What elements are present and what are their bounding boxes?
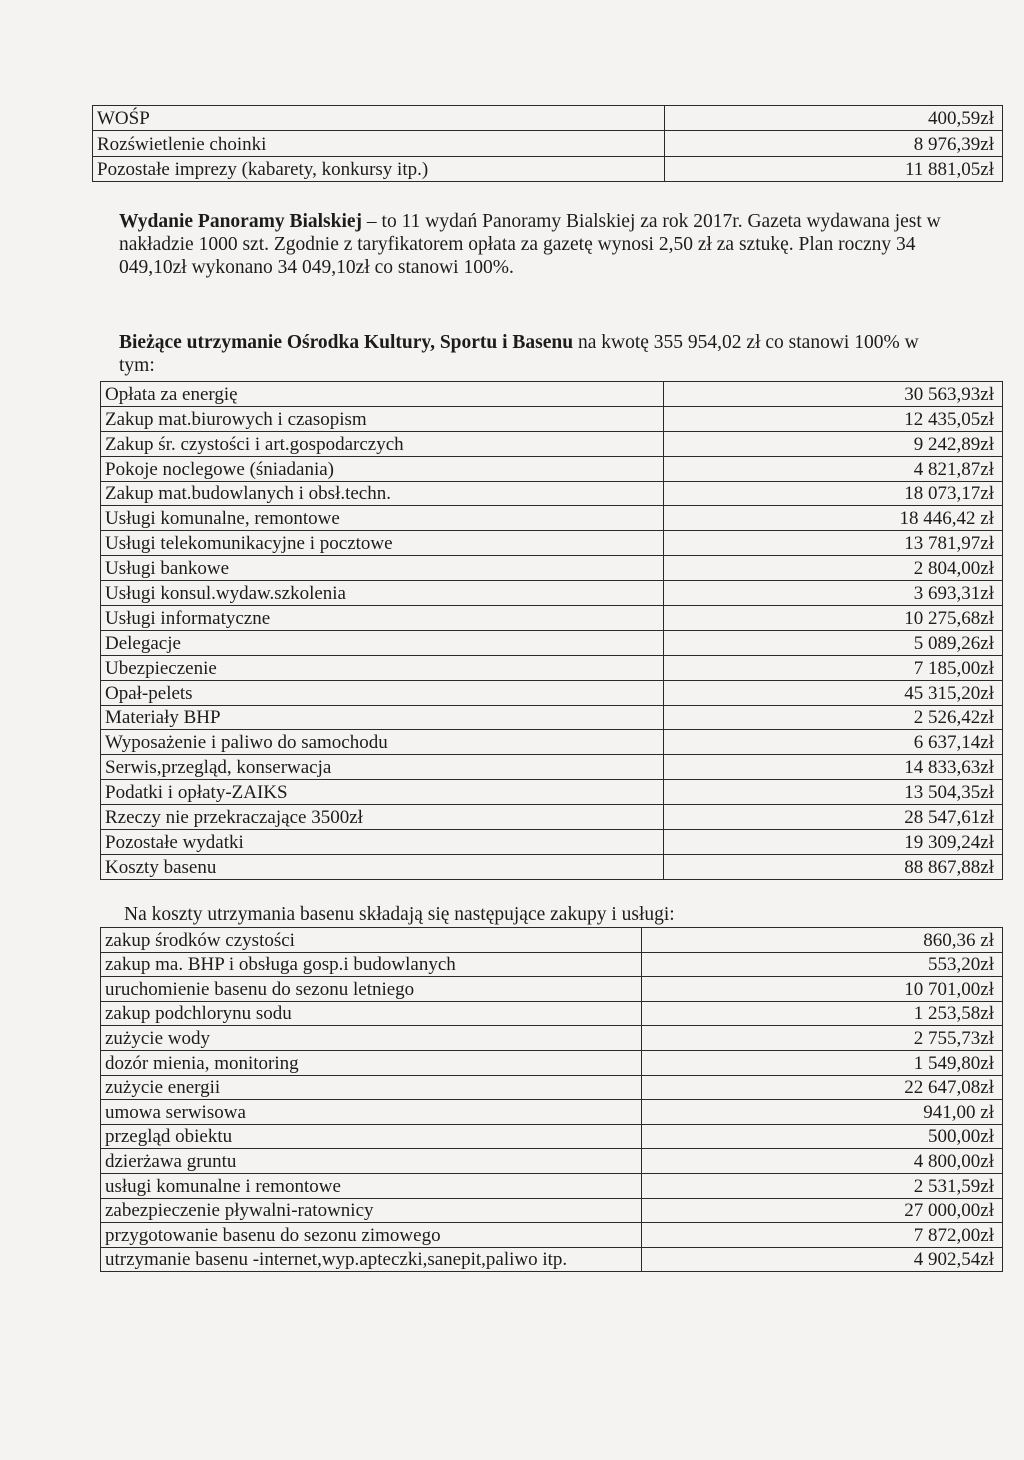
table-row — [101, 830, 1003, 855]
table-row — [101, 1075, 1003, 1100]
table-row — [101, 382, 1003, 407]
table-row — [101, 680, 1003, 705]
table-row — [101, 630, 1003, 655]
item-amount: 7 185,00zł — [664, 655, 1003, 680]
item-label: Materiały BHP — [101, 705, 664, 730]
item-label: Podatki i opłaty-ZAIKS — [101, 780, 664, 805]
item-amount: 7 872,00zł — [642, 1223, 1003, 1248]
item-amount: 27 000,00zł — [642, 1198, 1003, 1223]
table-row — [101, 606, 1003, 631]
item-amount: 22 647,08zł — [642, 1075, 1003, 1100]
pool-costs-table — [100, 927, 1003, 1272]
table-row — [101, 1223, 1003, 1248]
item-label: zużycie wody — [101, 1026, 642, 1051]
item-amount: 4 902,54zł — [642, 1247, 1003, 1272]
item-label: przygotowanie basenu do sezonu zimowego — [101, 1223, 642, 1248]
item-amount: 1 253,58zł — [642, 1001, 1003, 1026]
table-row — [101, 730, 1003, 755]
item-amount: 860,36 zł — [642, 928, 1003, 953]
table-row — [101, 1124, 1003, 1149]
item-label: Ubezpieczenie — [101, 655, 664, 680]
table-row — [93, 156, 1003, 181]
item-amount: 10 275,68zł — [664, 606, 1003, 631]
item-amount: 10 701,00zł — [642, 977, 1003, 1002]
table-row — [101, 805, 1003, 830]
item-amount: 400,59zł — [665, 106, 1003, 131]
table-row — [101, 431, 1003, 456]
item-label: Opał-pelets — [101, 680, 664, 705]
table-row — [101, 556, 1003, 581]
item-label: Zakup mat.biurowych i czasopism — [101, 406, 664, 431]
item-amount: 88 867,88zł — [664, 854, 1003, 879]
item-label: Usługi telekomunikacyjne i pocztowe — [101, 531, 664, 556]
panorama-paragraph — [119, 210, 949, 279]
table-row — [101, 1149, 1003, 1174]
item-amount: 3 693,31zł — [664, 581, 1003, 606]
table-row — [101, 854, 1003, 879]
item-amount: 2 526,42zł — [664, 705, 1003, 730]
table-row — [101, 1198, 1003, 1223]
item-label: Rzeczy nie przekraczające 3500zł — [101, 805, 664, 830]
item-label: Usługi bankowe — [101, 556, 664, 581]
panorama-text: – to 11 wydań Panoramy Bialskiej za rok 2017r. Gazeta wydawana jest w nakładzie 1000 szt. Zgodnie z taryfikatorem opłata za gazetę wynosi 2,50 zł za sztukę. Plan roczny 34 049,10zł wykonano 34 049,10zł co stanowi 100%. — [119, 211, 941, 278]
table-row — [101, 755, 1003, 780]
item-amount: 9 242,89zł — [664, 431, 1003, 456]
table-row — [101, 1247, 1003, 1272]
item-label: dozór mienia, monitoring — [101, 1050, 642, 1075]
item-amount: 18 073,17zł — [664, 481, 1003, 506]
table-row — [93, 106, 1003, 131]
panorama-heading: Wydanie Panoramy Bialskiej — [119, 211, 363, 232]
item-amount: 2 755,73zł — [642, 1026, 1003, 1051]
item-label: uruchomienie basenu do sezonu letniego — [101, 977, 642, 1002]
table-row — [101, 977, 1003, 1002]
item-label: zakup podchlorynu sodu — [101, 1001, 642, 1026]
pool-intro: Na koszty utrzymania basenu składają się następujące zakupy i usługi: — [124, 904, 675, 925]
item-label: dzierżawa gruntu — [101, 1149, 642, 1174]
item-amount: 30 563,93zł — [664, 382, 1003, 407]
item-label: Wyposażenie i paliwo do samochodu — [101, 730, 664, 755]
item-amount: 2 804,00zł — [664, 556, 1003, 581]
item-label: WOŚP — [93, 106, 665, 131]
maintenance-paragraph — [119, 331, 949, 377]
item-label: Zakup śr. czystości i art.gospodarczych — [101, 431, 664, 456]
item-amount: 5 089,26zł — [664, 630, 1003, 655]
item-label: Koszty basenu — [101, 854, 664, 879]
table-row — [101, 481, 1003, 506]
item-amount: 941,00 zł — [642, 1100, 1003, 1125]
item-amount: 19 309,24zł — [664, 830, 1003, 855]
table-row — [101, 506, 1003, 531]
item-amount: 45 315,20zł — [664, 680, 1003, 705]
table-row — [101, 1100, 1003, 1125]
table-row — [101, 780, 1003, 805]
item-amount: 13 504,35zł — [664, 780, 1003, 805]
maintenance-table — [100, 381, 1003, 880]
item-amount: 8 976,39zł — [665, 131, 1003, 156]
item-amount: 28 547,61zł — [664, 805, 1003, 830]
item-amount: 12 435,05zł — [664, 406, 1003, 431]
item-amount: 500,00zł — [642, 1124, 1003, 1149]
events-table — [92, 105, 1003, 182]
table-row — [101, 1173, 1003, 1198]
item-label: Pozostałe imprezy (kabarety, konkursy itp.) — [93, 156, 665, 181]
maintenance-text: na kwotę 355 954,02 zł co stanowi 100% w tym: — [119, 332, 919, 376]
item-amount: 11 881,05zł — [665, 156, 1003, 181]
item-amount: 553,20zł — [642, 952, 1003, 977]
item-label: przegląd obiektu — [101, 1124, 642, 1149]
table-row — [101, 1026, 1003, 1051]
item-label: usługi komunalne i remontowe — [101, 1173, 642, 1198]
item-label: Zakup mat.budowlanych i obsł.techn. — [101, 481, 664, 506]
item-label: Pozostałe wydatki — [101, 830, 664, 855]
item-label: Usługi informatyczne — [101, 606, 664, 631]
item-label: zakup środków czystości — [101, 928, 642, 953]
table-row — [101, 456, 1003, 481]
table-row — [93, 131, 1003, 156]
item-amount: 18 446,42 zł — [664, 506, 1003, 531]
item-label: Usługi konsul.wydaw.szkolenia — [101, 581, 664, 606]
item-label: umowa serwisowa — [101, 1100, 642, 1125]
item-label: zakup ma. BHP i obsługa gosp.i budowlanych — [101, 952, 642, 977]
table-row — [101, 1001, 1003, 1026]
item-label: Rozświetlenie choinki — [93, 131, 665, 156]
item-amount: 2 531,59zł — [642, 1173, 1003, 1198]
item-label: Usługi komunalne, remontowe — [101, 506, 664, 531]
item-label: Delegacje — [101, 630, 664, 655]
table-row — [101, 928, 1003, 953]
item-label: zabezpieczenie pływalni-ratownicy — [101, 1198, 642, 1223]
item-label: utrzymanie basenu -internet,wyp.apteczki,sanepit,paliwo itp. — [101, 1247, 642, 1272]
table-row — [101, 655, 1003, 680]
table-row — [101, 952, 1003, 977]
item-amount: 4 821,87zł — [664, 456, 1003, 481]
maintenance-heading: Bieżące utrzymanie Ośrodka Kultury, Sportu i Basenu — [119, 332, 574, 353]
table-row — [101, 705, 1003, 730]
item-label: Serwis,przegląd, konserwacja — [101, 755, 664, 780]
item-label: zużycie energii — [101, 1075, 642, 1100]
table-row — [101, 531, 1003, 556]
item-amount: 13 781,97zł — [664, 531, 1003, 556]
table-row — [101, 1050, 1003, 1075]
item-amount: 6 637,14zł — [664, 730, 1003, 755]
table-row — [101, 406, 1003, 431]
item-amount: 14 833,63zł — [664, 755, 1003, 780]
item-label: Opłata za energię — [101, 382, 664, 407]
item-amount: 1 549,80zł — [642, 1050, 1003, 1075]
item-amount: 4 800,00zł — [642, 1149, 1003, 1174]
table-row — [101, 581, 1003, 606]
item-label: Pokoje noclegowe (śniadania) — [101, 456, 664, 481]
